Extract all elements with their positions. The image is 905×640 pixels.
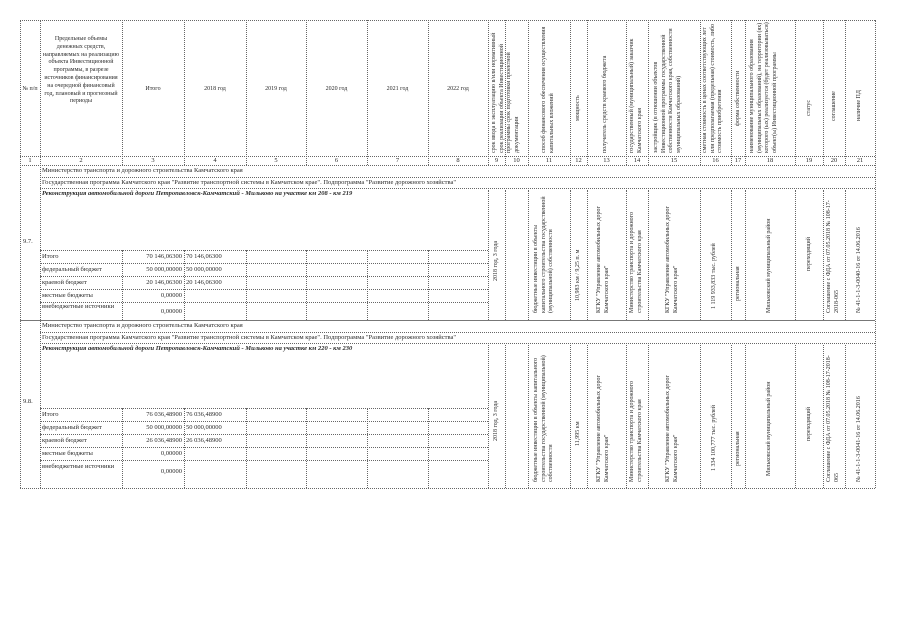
header-year-2022: 2022 год: [447, 86, 469, 92]
row-label-regional: краевой бюджет: [42, 279, 87, 286]
header-estimated-cost: сметная стоимость в ценах соответствующих лет или предполагаемая (предельная) стоимость, либо стоимость приобретения: [702, 23, 723, 153]
attr-recipient: КГКУ "Управление автомобильных дорог Камчатского края": [596, 375, 610, 482]
col-number: 3: [151, 157, 155, 164]
value-2018-regional: 26 036,48900: [186, 437, 222, 444]
attr-agreement: Соглашение с ФДА от 07.05.2018 № 108-17-2018-065: [826, 355, 840, 482]
object-number: 9.8.: [23, 398, 33, 405]
col-number: 5: [274, 157, 278, 164]
value-offbudget: 0,00000: [160, 308, 182, 315]
attr-customer: Министерство транспорта и дорожного строительства Камчатского края: [629, 212, 643, 313]
header-year-2018: 2018 год: [204, 86, 226, 92]
col-number: 11: [545, 157, 553, 164]
header-commission-term: срок ввода в эксплуатацию в/или нормативный срок реализации объекта Инвестиционной программы срок подготовки проектной документации: [491, 32, 520, 153]
attr-capacity: 10,983 км / 9,25 п. м: [575, 249, 581, 301]
col-number: 4: [213, 157, 217, 164]
value-total: 76 036,48900: [146, 411, 182, 418]
col-number: 12: [575, 157, 582, 164]
value-regional: 20 146,06300: [146, 279, 182, 286]
value-federal: 50 000,00000: [146, 424, 182, 431]
row-label-offbudget: внебюджетные источники: [42, 463, 115, 470]
header-ownership-form: форма собственности: [735, 70, 741, 126]
attr-capacity: 11,995 км: [575, 421, 581, 446]
value-2018-regional: 20 146,06300: [186, 279, 222, 286]
header-col-no: № п/п: [22, 86, 38, 92]
attr-developer: КГКУ "Управление автомобильных дорог Камчатского края": [665, 375, 679, 482]
col-number: 6: [334, 157, 339, 164]
col-number: 8: [456, 157, 460, 164]
col-number: 15: [670, 157, 678, 164]
row-label-local: местные бюджеты: [42, 292, 93, 299]
object-number: 9.7.: [23, 238, 33, 245]
attr-financing: бюджетные инвестиции в объекты капитального строительства государственной (муниципальной) собственности: [533, 355, 554, 482]
col-number: 9: [494, 157, 499, 164]
value-federal: 50 000,00000: [146, 266, 182, 273]
row-label-offbudget: внебюджетные источники: [42, 303, 115, 310]
col-number: 16: [712, 157, 719, 164]
header-agreement: соглашение: [831, 91, 837, 121]
header-year-2020: 2020 год: [325, 86, 348, 92]
col-number: 18: [766, 157, 774, 164]
col-number: 7: [395, 157, 400, 164]
value-2018-total: 70 146,06300: [186, 253, 222, 260]
value-total: 70 146,06300: [146, 253, 182, 260]
header-design-docs: наличие ПД: [856, 90, 862, 121]
row-label-total: Итого: [42, 253, 59, 260]
value-2018-total: 76 036,48900: [186, 411, 222, 418]
header-financing-method: способ финансового обеспечения осуществления капитальных вложений: [541, 26, 555, 153]
attr-ownership: региональная: [735, 431, 741, 466]
row-label-local: местные бюджеты: [42, 450, 93, 457]
program-title: Государственная программа Камчатского края "Развитие транспортной системы в Камчатском крае". Подпрограмма "Развитие дорожного хозяйства": [42, 334, 456, 341]
ministry-title: Министерство транспорта и дорожного строительства Камчатского края: [42, 167, 243, 174]
attr-ownership: региональная: [735, 266, 741, 301]
header-budget-recipient: получатель средств краевого бюджета: [602, 55, 608, 153]
header-status: статус: [806, 99, 812, 116]
col-number: 20: [830, 157, 838, 164]
attr-status: переходящий: [806, 407, 812, 441]
attr-developer: КГКУ "Управление автомобильных дорог Камчатского края": [665, 206, 679, 313]
value-2018-federal: 50 000,00000: [186, 266, 222, 273]
attr-agreement: Соглашение с ФДА от 07.05.2018 № 108-17-2018-065: [826, 200, 840, 313]
attr-municipality: Мильковский муниципальный район: [766, 218, 772, 313]
attr-financing: бюджетные инвестиции в объекты капитального строительства государственной (муниципальной) собственности: [533, 196, 554, 313]
value-offbudget: 0,00000: [160, 468, 182, 475]
value-2018-federal: 50 000,00000: [186, 424, 222, 431]
ministry-title: Министерство транспорта и дорожного строительства Камчатского края: [42, 322, 243, 329]
object-title: Реконструкция автомобильной дороги Петропавловск-Камчатский - Мильково на участке км 220 - км 230: [42, 345, 353, 352]
col-number: 2: [79, 157, 83, 164]
row-label-regional: краевой бюджет: [42, 437, 87, 444]
attr-status: переходящий: [806, 237, 812, 271]
col-number: 13: [603, 157, 610, 164]
header-capacity: мощность: [575, 95, 581, 121]
row-label-federal: федеральный бюджет: [42, 266, 102, 273]
header-year-2021: 2021 год: [386, 86, 409, 92]
header-year-2019: 2019 год: [265, 86, 287, 92]
col-number: 1: [28, 157, 32, 164]
value-local: 0,00000: [160, 292, 182, 299]
attr-customer: Министерство транспорта и дорожного строительства Камчатского края: [629, 381, 643, 482]
attr-cost: 1 119 933,833 тыс. рублей: [711, 243, 717, 309]
attr-design-docs: № 41-1-1-3-0040-16 от 14.06.2016: [856, 227, 862, 313]
col-number: 14: [633, 157, 641, 164]
header-col-total: Итого: [145, 86, 161, 92]
object-title: Реконструкция автомобильной дороги Петропавловск-Камчатский - Мильково на участке км 208 - км 219: [42, 190, 353, 197]
header-customer: государственный (муниципальный) заказчик Камчатского края: [629, 38, 643, 153]
attr-design-docs: № 41-1-1-3-0041-16 от 14.06.2016: [856, 396, 862, 482]
header-col-description: Предельные объемы денежных средств, направляемых на реализацию объекта Инвестиционной программы, в разрезе источников финансирования на очередной финансовый год, плановый и прогнозный периоды: [42, 36, 120, 105]
attr-term: 2018 год, 3 года: [493, 400, 499, 441]
col-number: 21: [856, 157, 864, 164]
program-title: Государственная программа Камчатского края "Развитие транспортной системы в Камчатском крае". Подпрограмма "Развитие дорожного хозяйства": [42, 179, 456, 186]
header-developer: застройщик (в отношении объектов Инвестиционной программы государственной собственности Камчатского края, собственности муниципальных образований): [653, 28, 682, 153]
value-local: 0,00000: [160, 450, 182, 457]
col-number: 19: [805, 157, 813, 164]
attr-term: 2018 год, 3 года: [493, 240, 499, 281]
value-regional: 26 036,48900: [146, 437, 182, 444]
col-number: 10: [513, 157, 520, 164]
row-label-total: Итого: [42, 411, 59, 418]
col-number: 17: [734, 157, 742, 164]
attr-cost: 1 334 100,777 тыс. рублей: [711, 405, 717, 471]
header-municipality: наименование муниципального образования (муниципальных образований), на территории (ях) которого (ых) реализуется (будет реализовываться) объект(ы) Инвестиционной программы: [749, 22, 778, 153]
attr-municipality: Мильковский муниципальный район: [766, 381, 772, 476]
attr-recipient: КГКУ "Управление автомобильных дорог Камчатского края": [596, 206, 610, 313]
row-label-federal: федеральный бюджет: [42, 424, 102, 431]
